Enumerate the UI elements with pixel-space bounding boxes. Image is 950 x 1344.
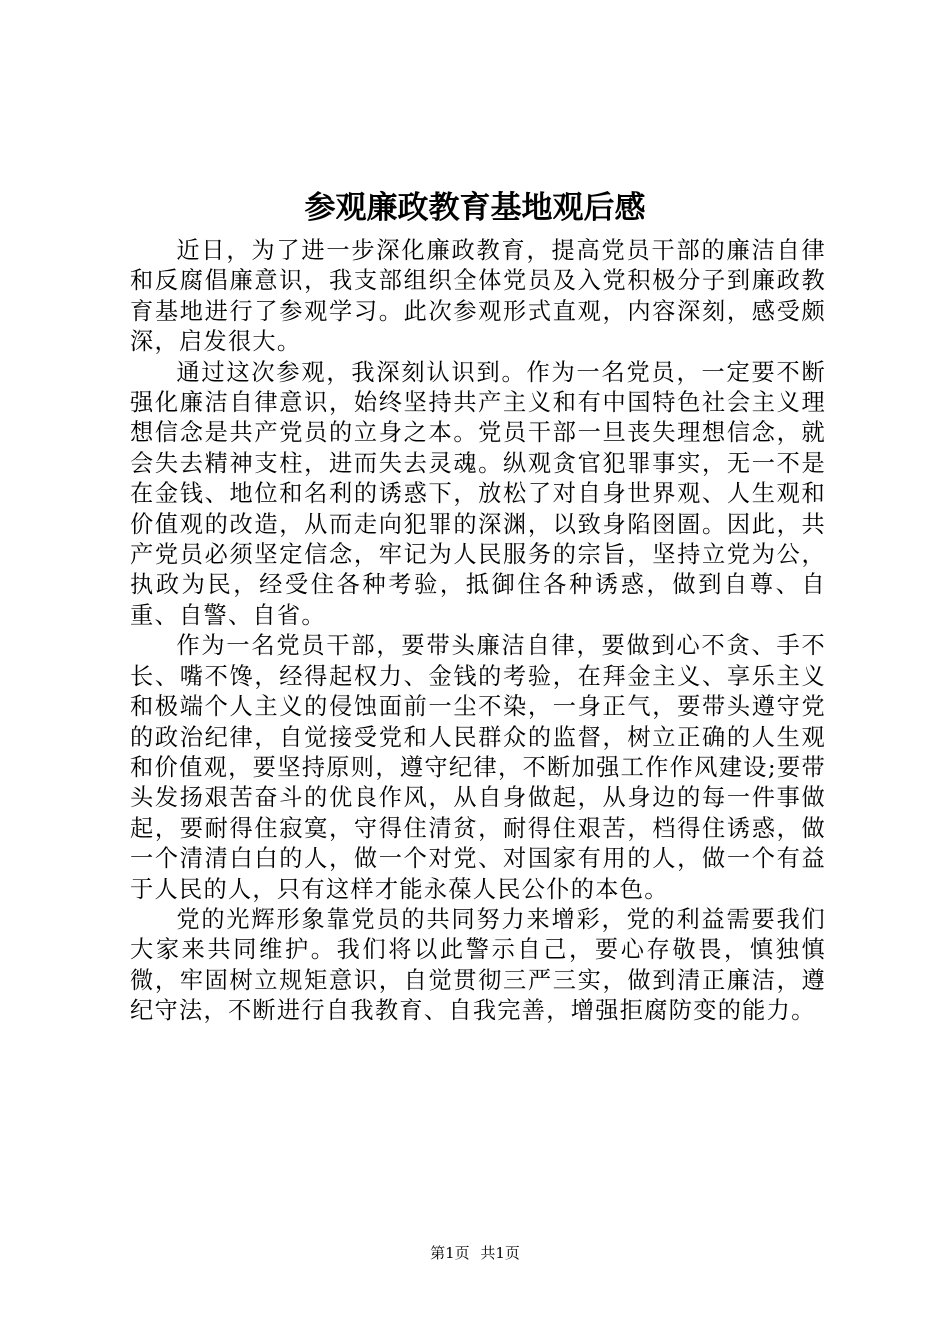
page-number: 第1页: [430, 1244, 470, 1262]
page-footer: [0, 1243, 950, 1263]
paragraph-4: 党的光辉形象靠党员的共同努力来增彩，党的利益需要我们大家来共同维护。我们将以此警示自己，要心存敬畏，慎独慎微，牢固树立规矩意识，自觉贯彻三严三实，做到清正廉洁，遵纪守法，不断进行自我教育、自我完善，增强拒腐防变的能力。: [130, 905, 826, 1025]
paragraph-3: 作为一名党员干部，要带头廉洁自律，要做到心不贪、手不长、嘴不馋，经得起权力、金钱的考验，在拜金主义、享乐主义和极端个人主义的侵蚀面前一尘不染，一身正气，要带头遵守党的政治纪律，自觉接受党和人民群众的监督，树立正确的人生观和价值观，要坚持原则，遵守纪律，不断加强工作作风建设;要带头发扬艰苦奋斗的优良作风，从自身做起，从身边的每一件事做起，要耐得住寂寞，守得住清贫，耐得住艰苦，档得住诱惑，做一个清清白白的人，做一个对党、对国家有用的人，做一个有益于人民的人，只有这样才能永葆人民公仆的本色。: [130, 632, 826, 903]
document-title: 参观廉政教育基地观后感: [304, 190, 646, 226]
paragraph-2: 通过这次参观，我深刻认识到。作为一名党员，一定要不断强化廉洁自律意识，始终坚持共产主义和有中国特色社会主义理想信念是共产党员的立身之本。党员干部一旦丧失理想信念，就会失去精神支柱，进而失去灵魂。纵观贪官犯罪事实，无一不是在金钱、地位和名利的诱惑下，放松了对自身世界观、人生观和价值观的改造，从而走向犯罪的深渊，以致身陷囹圄。因此，共产党员必须坚定信念，牢记为人民服务的宗旨，坚持立党为公，执政为民，经受住各种考验，抵御住各种诱惑，做到自尊、自重、自警、自省。: [130, 358, 826, 629]
paragraph-1: 近日，为了进一步深化廉政教育，提高党员干部的廉洁自律和反腐倡廉意识，我支部组织全体党员及入党积极分子到廉政教育基地进行了参观学习。此次参观形式直观，内容深刻，感受颇深，启发很大。: [130, 237, 826, 356]
page-total: 共1页: [480, 1244, 520, 1262]
document-body: [130, 236, 826, 1027]
